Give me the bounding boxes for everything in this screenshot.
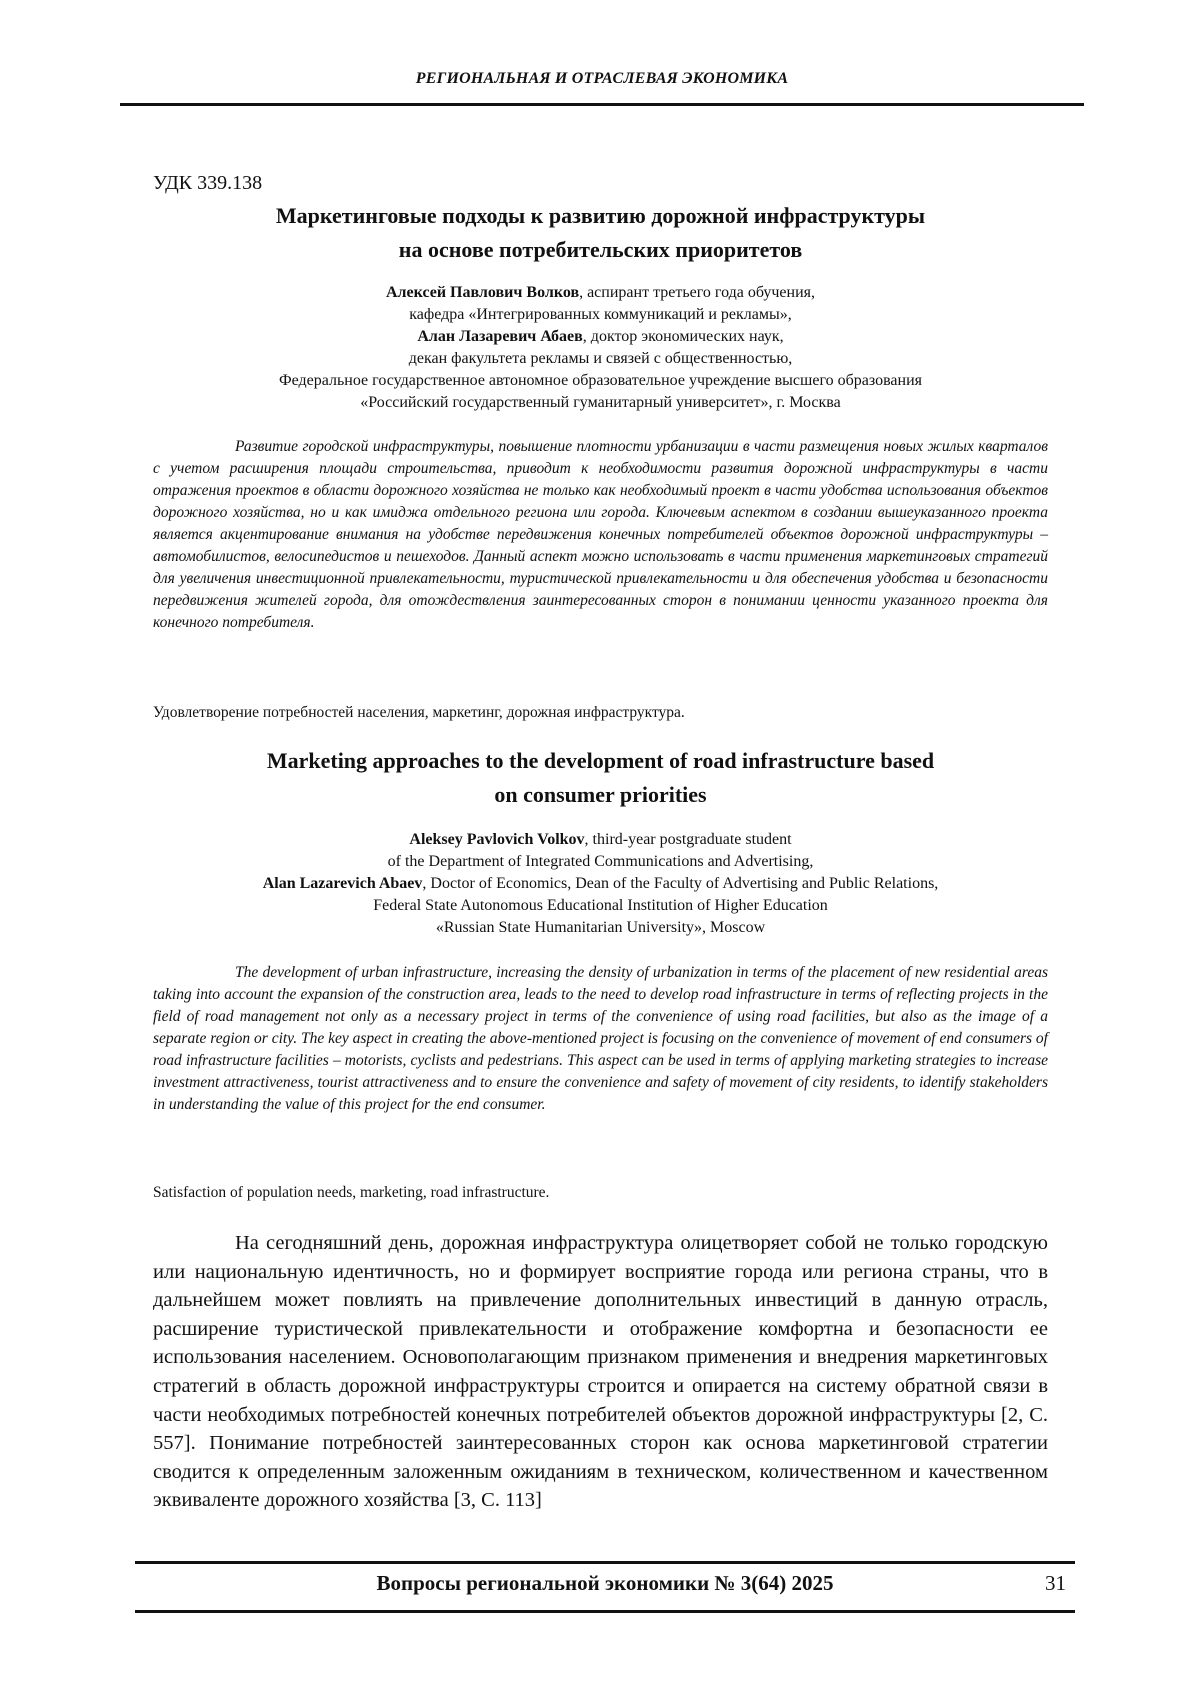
title-ru-line-1: Маркетинговые подходы к развитию дорожной инфраструктуры [275,203,926,228]
author1-en-department: of the Department of Integrated Communications and Advertising, [387,853,814,870]
title-en-line-2: on consumer priorities [494,782,707,807]
footer-divider-top [135,1561,1075,1564]
header-divider [120,103,1084,106]
udk-code: УДК 339.138 [153,172,263,194]
author1-ru-role: , аспирант третьего года обучения, [579,284,816,301]
title-ru-line-2: на основе потребительских приоритетов [398,237,803,262]
footer-divider-bottom [135,1610,1075,1613]
author1-en-role: , third-year postgraduate student [584,831,792,848]
institution-ru-line-2: «Российский государственный гуманитарный университет», г. Москва [360,394,841,411]
journal-title: Вопросы региональной экономики № 3(64) 2025 [376,1571,834,1595]
page-number: 31 [1045,1571,1066,1595]
author1-en-name: Aleksey Pavlovich Volkov [409,831,585,848]
article-title-en [153,744,1048,812]
author1-en [153,829,1048,851]
keywords-ru: Удовлетворение потребностей населения, маркетинг, дорожная инфраструктура. [153,704,685,721]
body-paragraph: На сегодняшний день, дорожная инфраструктура олицетворяет собой не только городскую или национальную идентичность, но и формирует восприятие города или региона страны, что в дальнейшем может повлиять на привлечение дополнительных инвестиций в данную отрасль, расширение туристической привлекательности и отображение комфортна и безопасности ее использования населением. Основополагающим признаком применения и внедрения маркетинговых стратегий в область дорожной инфраструктуры строится и опирается на систему обратной связи в части необходимых потребностей конечных потребителей объектов дорожной инфраструктуры [2, С. 557]. Понимание потребностей заинтересованных сторон как основа маркетинговой стратегии сводится к определенным заложенным ожиданиям в техническом, количественном и качественном эквиваленте дорожного хозяйства [3, С. 113] [153,1232,1048,1512]
author1-ru-name: Алексей Павлович Волков [385,284,580,301]
keywords-en: Satisfaction of population needs, marketing, road infrastructure. [153,1184,550,1201]
author1-ru-department: кафедра «Интегрированных коммуникаций и рекламы», [409,306,792,323]
author2-ru [153,326,1048,348]
institution-en-line-2: «Russian State Humanitarian University», Moscow [435,919,766,936]
author2-ru-role: , доктор экономических наук, [582,328,784,345]
running-head: РЕГИОНАЛЬНАЯ И ОТРАСЛЕВАЯ ЭКОНОМИКА [415,70,789,87]
author2-en [153,873,1048,895]
article-title-ru [153,199,1048,267]
title-en-line-1: Marketing approaches to the development of road infrastructure based [266,748,935,773]
author2-en-name: Alan Lazarevich Abaev [262,875,423,892]
abstract-ru: Развитие городской инфраструктуры, повышение плотности урбанизации в части размещения новых жилых кварталов с учетом расширения площади строительства, приводит к необходимости развития дорожной инфраструктуры в части отражения проектов в области дорожного хозяйства не только как необходимый проект в части удобства использования объектов дорожного хозяйства, но и как имиджа отдельного региона или города. Ключевым аспектом в создании вышеуказанного проекта является акцентирование внимания на удобстве передвижения конечных потребителей объектов дорожной инфраструктуры – автомобилистов, велосипедистов и пешеходов. Данный аспект можно использовать в части применения маркетинговых стратегий для увеличения инвестиционной привлекательности, туристической привлекательности и для обеспечения удобства и безопасности передвижения жителей города, для отождествления заинтересованных сторон в понимании ценности указанного проекта для конечного потребителя. [153,438,1048,631]
institution-ru-line-1: Федеральное государственное автономное образовательное учреждение высшего образования [279,372,922,389]
authors-block-ru [153,282,1048,414]
author1-ru [153,282,1048,304]
institution-en-line-1: Federal State Autonomous Educational Institution of Higher Education [373,897,828,914]
author2-en-role: , Doctor of Economics, Dean of the Faculty of Advertising and Public Relations, [422,875,939,892]
author2-ru-name: Алан Лазаревич Абаев [417,328,583,345]
authors-block-en [153,829,1048,939]
author2-ru-department: декан факультета рекламы и связей с общественностью, [408,350,793,367]
abstract-en: The development of urban infrastructure, increasing the density of urbanization in terms of the placement of new residential areas taking into account the expansion of the construction area, leads to the need to develop road infrastructure in terms of reflecting projects in the field of road management not only as a necessary project in terms of the convenience of using road facilities, but also as the image of a separate region or city. The key aspect in creating the above-mentioned project is focusing on the convenience of movement of end consumers of road infrastructure facilities – motorists, cyclists and pedestrians. This aspect can be used in terms of applying marketing strategies to increase investment attractiveness, tourist attractiveness and to ensure the convenience and safety of movement of city residents, to identify stakeholders in understanding the value of this project for the end consumer. [153,964,1048,1113]
